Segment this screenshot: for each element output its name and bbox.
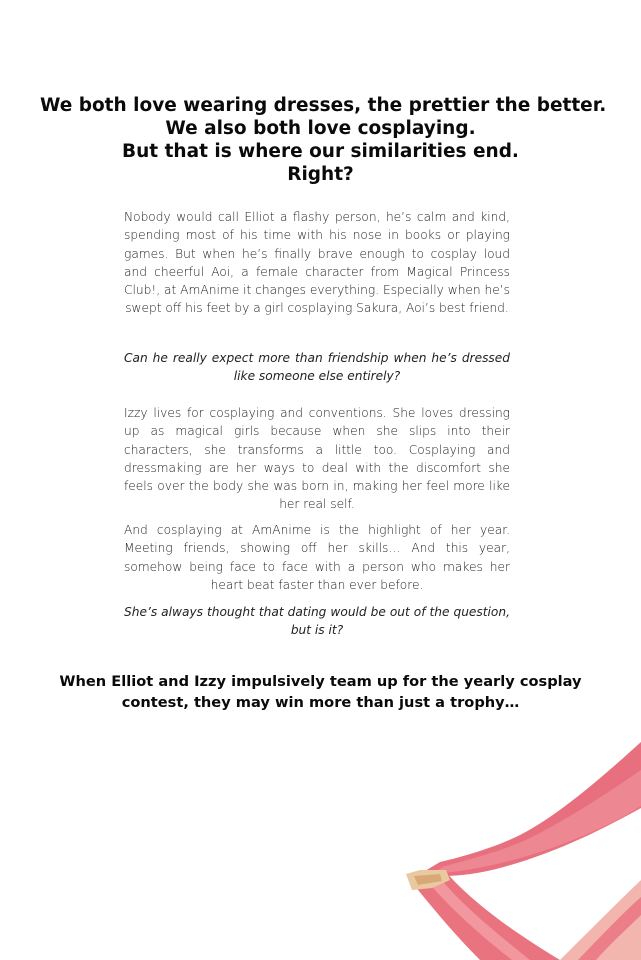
elliot-paragraph: Nobody would call Elliot a flashy person, he’s calm and kind, spending most of his time with his nose in books or playing games. But when he’s finally brave enough to cosplay loud and cheerful Aoi, a female character from Magical Princess Club!, at AmAnime it changes everything. Especially when he’s swept off his feet by a girl cosplaying Sakura, Aoi’s best friend. xyxy=(124,210,510,316)
heel-tip xyxy=(406,870,450,890)
izzy-question: She’s always thought that dating would be out of the question, but is it? xyxy=(124,605,510,638)
elliot-question: Can he really expect more than friendship when he’s dressed like someone else entirely? xyxy=(124,351,510,384)
tagline-line: But that is where our similarities end. xyxy=(122,141,519,162)
heel-stem-highlight xyxy=(428,878,530,960)
closing-hook xyxy=(40,671,601,713)
tagline-line: We also both love cosplaying. xyxy=(165,118,476,139)
heel-upper-shade xyxy=(430,770,641,874)
izzy-paragraph: Izzy lives for cosplaying and conventions. She loves dressing up as magical girls because when she slips into their characters, she transforms a little too. Cosplaying and dressmaking are her ways to deal with the discomfort she feels over the body she was born in, making her feel more like her real self. xyxy=(124,406,510,512)
tagline xyxy=(40,94,607,186)
closing-line: When Elliot and Izzy impulsively team up for the yearly cosplay xyxy=(59,673,582,690)
tagline-line: We both love wearing dresses, the prettier the better. xyxy=(40,95,607,116)
heel-lower xyxy=(560,880,641,960)
closing-line: contest, they may win more than just a trophy… xyxy=(121,694,520,711)
heel-tip-inner xyxy=(414,874,442,885)
amanime-paragraph: And cosplaying at AmAnime is the highlight of her year. Meeting friends, showing off her skills… And this year, somehow being face to face with a person who makes her heart beat faster than ever before. xyxy=(124,523,510,592)
heel-stem xyxy=(410,872,560,960)
heel-upper xyxy=(420,742,641,876)
tagline-line: Right? xyxy=(287,164,354,185)
heel-lower-edge xyxy=(578,897,641,960)
